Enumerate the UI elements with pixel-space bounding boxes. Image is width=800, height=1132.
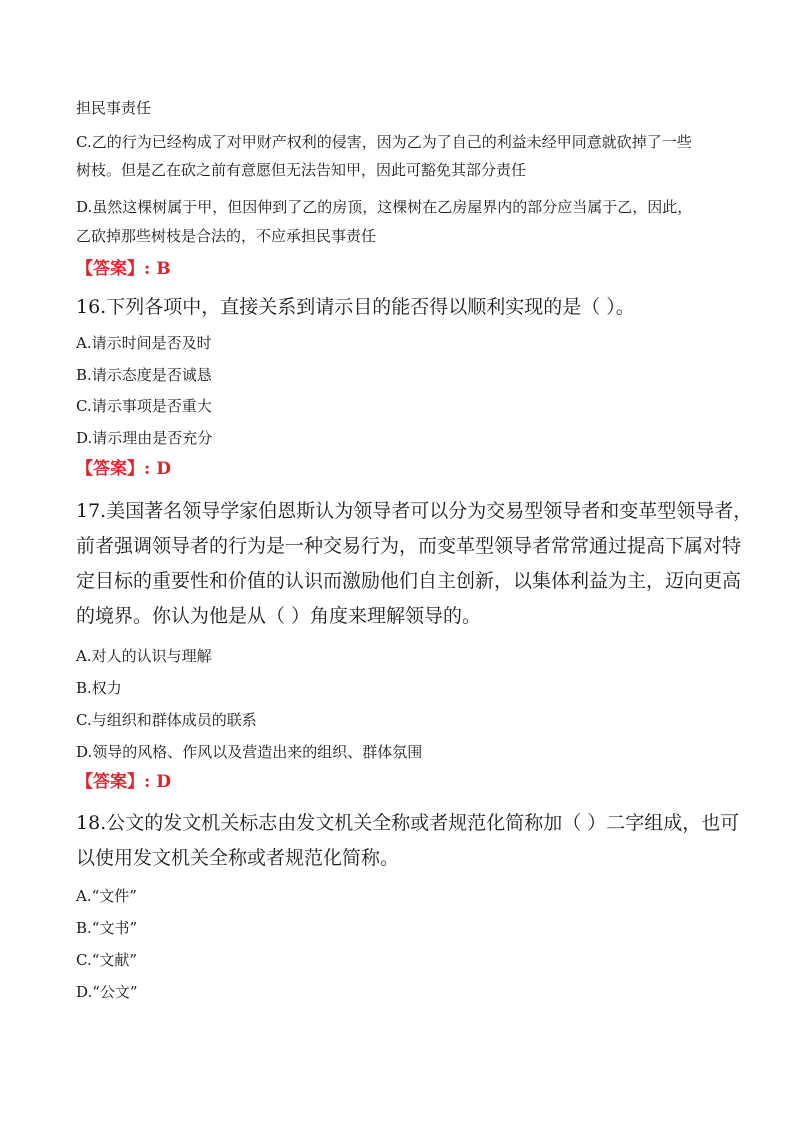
answer-label: 【答案】:: [76, 459, 151, 479]
q16-option-a: A.请示时间是否及时: [76, 334, 212, 352]
answer-value: B: [156, 259, 171, 279]
q16-option-d: D.请示理由是否充分: [76, 429, 213, 447]
q18-option-c: C.“文献”: [76, 951, 138, 969]
q17-answer: [76, 771, 171, 793]
q17-option-b: B.权力: [76, 679, 122, 697]
answer-label: 【答案】:: [76, 259, 151, 279]
answer-label: 【答案】:: [76, 772, 151, 792]
q17-stem-line2: 前者强调领导者的行为是一种交易行为，而变革型领导者常常通过提高下属对特: [76, 535, 742, 557]
q17-stem-line4: 的境界。你认为他是从（ ）角度来理解领导的。: [76, 605, 482, 627]
q18-stem-line1: 18.公文的发文机关标志由发文机关全称或者规范化简称加（ ）二字组成，也可: [76, 812, 740, 834]
answer-value: D: [156, 459, 171, 479]
q16-option-b: B.请示态度是否诚恳: [76, 366, 212, 384]
q17-option-a: A.对人的认识与理解: [76, 647, 212, 665]
q17-stem-line1: 17.美国著名领导学家伯恩斯认为领导者可以分为交易型领导者和变革型领导者，: [76, 500, 753, 522]
q17-stem-line3: 定目标的重要性和价值的认识而激励他们自主创新，以集体利益为主，迈向更高: [76, 570, 742, 592]
q15-option-d-line1: D.虽然这棵树属于甲，但因伸到了乙的房顶，这棵树在乙房屋界内的部分应当属于乙，因此，: [76, 198, 693, 216]
q15-option-d-line2: 乙砍掉那些树枝是合法的，不应承担民事责任: [76, 227, 377, 245]
q15-answer: [76, 258, 171, 280]
q16-answer: [76, 458, 171, 480]
q18-stem-line2: 以使用发文机关全称或者规范化简称。: [76, 847, 400, 869]
q18-option-b: B.“文书”: [76, 919, 138, 937]
q15-option-c-line2: 树枝。但是乙在砍之前有意愿但无法告知甲，因此可豁免其部分责任: [76, 161, 527, 179]
answer-value: D: [156, 772, 171, 792]
q15-option-c-line1: C.乙的行为已经构成了对甲财产权利的侵害，因为乙为了自己的利益未经甲同意就砍掉了一些: [76, 133, 692, 151]
q16-stem: 16.下列各项中，直接关系到请示目的能否得以顺利实现的是（ ）。: [76, 296, 635, 318]
q15-option-b-continuation: 担民事责任: [76, 99, 152, 117]
q16-option-c: C.请示事项是否重大: [76, 397, 212, 415]
q17-option-d: D.领导的风格、作风以及营造出来的组织、群体氛围: [76, 743, 423, 761]
q18-option-a: A.“文件”: [76, 887, 137, 905]
q18-option-d: D.“公文”: [76, 983, 138, 1001]
q17-option-c: C.与组织和群体成员的联系: [76, 711, 257, 729]
